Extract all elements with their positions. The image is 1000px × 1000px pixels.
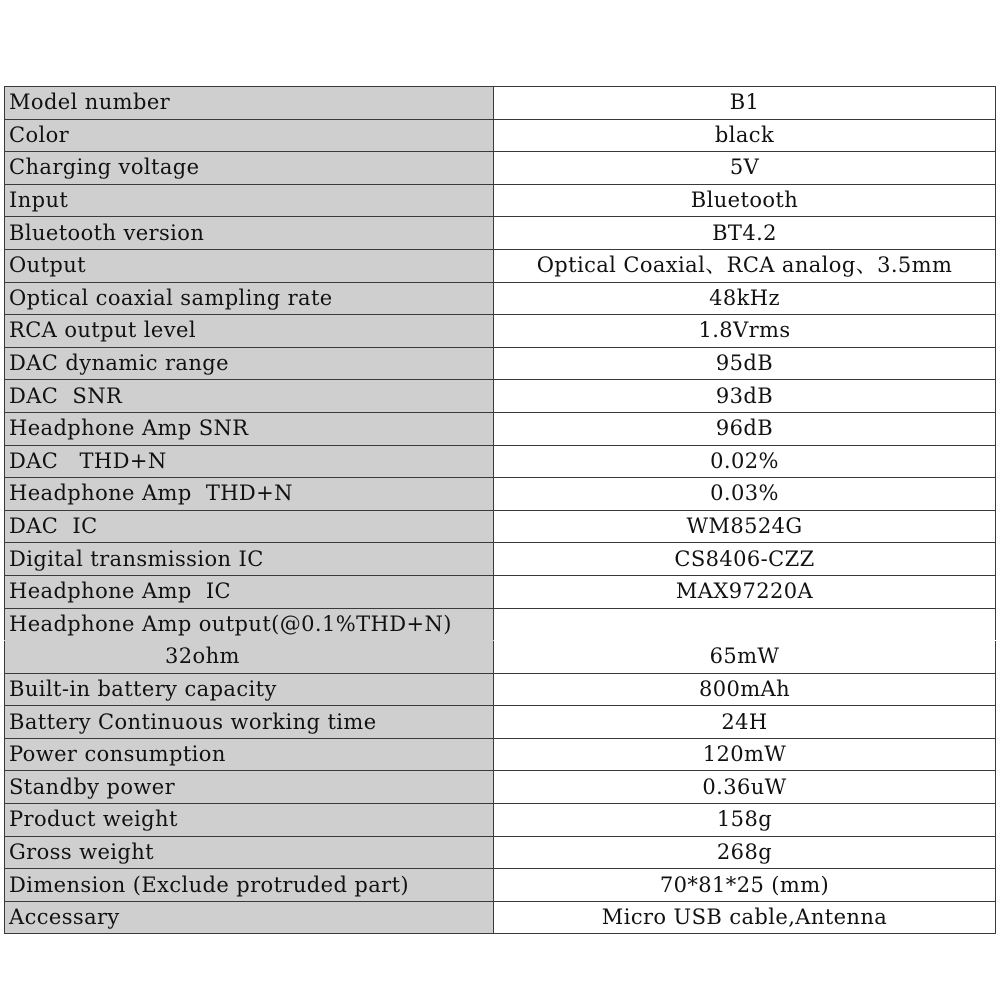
spec-value: WM8524G <box>494 510 996 543</box>
spec-value: 268g <box>494 836 996 869</box>
table-row <box>5 119 996 152</box>
table-row <box>5 380 996 413</box>
table-row <box>5 901 996 934</box>
table-row <box>5 217 996 250</box>
spec-label: Headphone Amp THD+N <box>5 478 494 511</box>
spec-label: Output <box>5 249 494 282</box>
spec-value: 70*81*25 (mm) <box>494 869 996 902</box>
spec-value: 1.8Vrms <box>494 315 996 348</box>
spec-label: DAC dynamic range <box>5 347 494 380</box>
table-row <box>5 412 996 445</box>
spec-label: 32ohm <box>5 641 494 674</box>
spec-label: Color <box>5 119 494 152</box>
table-row <box>5 608 996 641</box>
table-row <box>5 315 996 348</box>
table-row <box>5 771 996 804</box>
table-row <box>5 282 996 315</box>
spec-value: 48kHz <box>494 282 996 315</box>
table-row <box>5 836 996 869</box>
spec-value: 120mW <box>494 738 996 771</box>
spec-value: MAX97220A <box>494 575 996 608</box>
spec-label: DAC SNR <box>5 380 494 413</box>
spec-value: Optical Coaxial、RCA analog、3.5mm <box>494 249 996 282</box>
spec-table-body <box>5 87 996 934</box>
spec-value: 93dB <box>494 380 996 413</box>
table-row <box>5 575 996 608</box>
spec-value: 65mW <box>494 641 996 674</box>
spec-label: DAC THD+N <box>5 445 494 478</box>
table-row <box>5 478 996 511</box>
spec-label: Input <box>5 184 494 217</box>
spec-label: Headphone Amp SNR <box>5 412 494 445</box>
table-row <box>5 673 996 706</box>
spec-value: BT4.2 <box>494 217 996 250</box>
spec-label: Bluetooth version <box>5 217 494 250</box>
table-row <box>5 184 996 217</box>
table-row <box>5 152 996 185</box>
table-row <box>5 543 996 576</box>
spec-label: Digital transmission IC <box>5 543 494 576</box>
spec-label: Power consumption <box>5 738 494 771</box>
spec-value: 5V <box>494 152 996 185</box>
table-row <box>5 706 996 739</box>
spec-label: Optical coaxial sampling rate <box>5 282 494 315</box>
spec-value: Bluetooth <box>494 184 996 217</box>
spec-value <box>494 608 996 641</box>
spec-label: Built-in battery capacity <box>5 673 494 706</box>
spec-label: Accessary <box>5 901 494 934</box>
spec-label: Battery Continuous working time <box>5 706 494 739</box>
spec-label: Gross weight <box>5 836 494 869</box>
spec-value: 0.36uW <box>494 771 996 804</box>
spec-value: 24H <box>494 706 996 739</box>
table-row <box>5 347 996 380</box>
spec-value: 0.03% <box>494 478 996 511</box>
spec-label: Model number <box>5 87 494 120</box>
spec-label: Headphone Amp output(@0.1%THD+N) <box>5 608 494 641</box>
spec-label: Standby power <box>5 771 494 804</box>
spec-label: DAC IC <box>5 510 494 543</box>
spec-value: B1 <box>494 87 996 120</box>
spec-table <box>4 86 996 934</box>
table-row <box>5 804 996 837</box>
spec-label: Product weight <box>5 804 494 837</box>
spec-value: 0.02% <box>494 445 996 478</box>
spec-value: 95dB <box>494 347 996 380</box>
table-row <box>5 445 996 478</box>
spec-value: black <box>494 119 996 152</box>
spec-label: Headphone Amp IC <box>5 575 494 608</box>
spec-label: RCA output level <box>5 315 494 348</box>
spec-label: Charging voltage <box>5 152 494 185</box>
spec-value: 158g <box>494 804 996 837</box>
table-row <box>5 869 996 902</box>
spec-value: Micro USB cable,Antenna <box>494 901 996 934</box>
spec-value: 96dB <box>494 412 996 445</box>
spec-value: 800mAh <box>494 673 996 706</box>
table-row <box>5 87 996 120</box>
spec-label: Dimension (Exclude protruded part) <box>5 869 494 902</box>
table-row <box>5 641 996 674</box>
table-row <box>5 249 996 282</box>
table-row <box>5 738 996 771</box>
table-row <box>5 510 996 543</box>
spec-value: CS8406-CZZ <box>494 543 996 576</box>
